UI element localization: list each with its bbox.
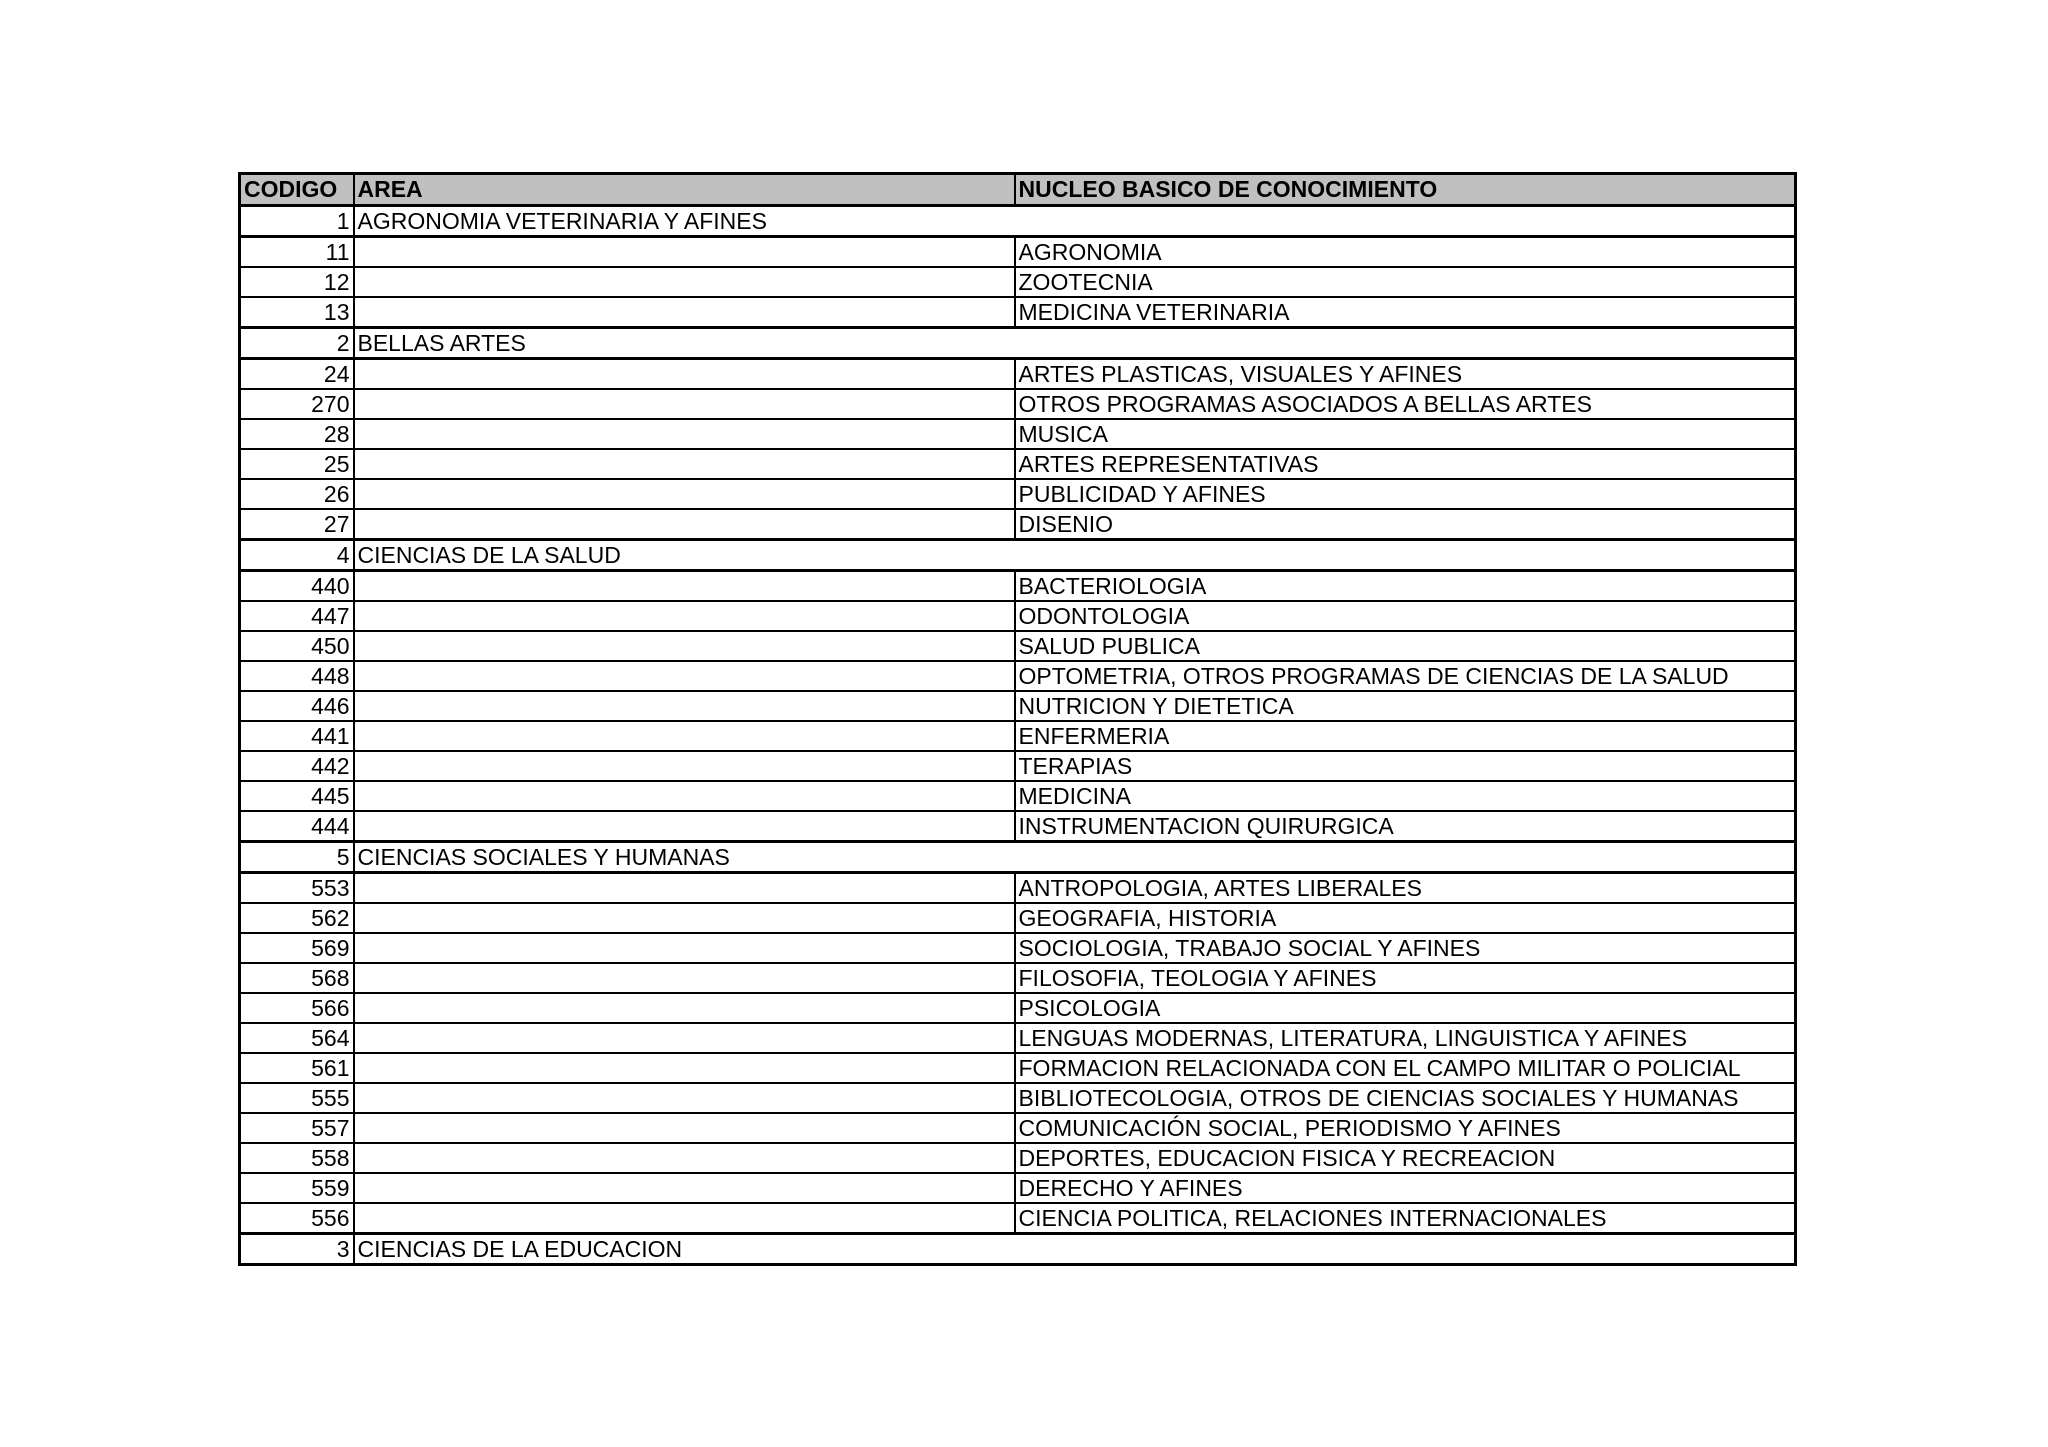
nucleo-cell: MUSICA — [1015, 419, 1796, 449]
nucleo-cell: SALUD PUBLICA — [1015, 631, 1796, 661]
table-row — [240, 811, 1796, 842]
area-cell — [354, 903, 1015, 933]
area-row — [240, 328, 1796, 359]
table-row — [240, 933, 1796, 963]
area-cell — [354, 237, 1015, 268]
area-cell: CIENCIAS DE LA SALUD — [354, 540, 1796, 571]
code-cell: 4 — [240, 540, 354, 571]
area-cell: AGRONOMIA VETERINARIA Y AFINES — [354, 206, 1796, 237]
table-row — [240, 1173, 1796, 1203]
nucleo-cell: NUTRICION Y DIETETICA — [1015, 691, 1796, 721]
code-cell: 558 — [240, 1143, 354, 1173]
code-cell: 25 — [240, 449, 354, 479]
table-row — [240, 781, 1796, 811]
nucleo-cell: PUBLICIDAD Y AFINES — [1015, 479, 1796, 509]
code-cell: 557 — [240, 1113, 354, 1143]
area-row — [240, 1234, 1796, 1265]
area-cell — [354, 963, 1015, 993]
area-cell — [354, 1203, 1015, 1234]
code-cell: 5 — [240, 842, 354, 873]
nucleo-cell: ARTES REPRESENTATIVAS — [1015, 449, 1796, 479]
nucleo-cell: DEPORTES, EDUCACION FISICA Y RECREACION — [1015, 1143, 1796, 1173]
code-cell: 444 — [240, 811, 354, 842]
area-cell: BELLAS ARTES — [354, 328, 1796, 359]
nucleo-cell: COMUNICACIÓN SOCIAL, PERIODISMO Y AFINES — [1015, 1113, 1796, 1143]
code-cell: 440 — [240, 571, 354, 602]
table-row — [240, 661, 1796, 691]
table-row — [240, 903, 1796, 933]
nucleo-cell: INSTRUMENTACION QUIRURGICA — [1015, 811, 1796, 842]
code-cell: 564 — [240, 1023, 354, 1053]
code-cell: 11 — [240, 237, 354, 268]
area-cell — [354, 631, 1015, 661]
nucleo-cell: AGRONOMIA — [1015, 237, 1796, 268]
area-cell — [354, 571, 1015, 602]
area-cell — [354, 1083, 1015, 1113]
code-cell: 568 — [240, 963, 354, 993]
code-cell: 450 — [240, 631, 354, 661]
table-row — [240, 509, 1796, 540]
area-cell — [354, 359, 1015, 390]
table-row — [240, 993, 1796, 1023]
area-cell — [354, 781, 1015, 811]
code-cell: 270 — [240, 389, 354, 419]
area-cell — [354, 479, 1015, 509]
knowledge-areas-table — [238, 172, 1797, 1266]
table-row — [240, 1143, 1796, 1173]
area-cell — [354, 601, 1015, 631]
code-cell: 566 — [240, 993, 354, 1023]
nucleo-cell: DISENIO — [1015, 509, 1796, 540]
code-cell: 26 — [240, 479, 354, 509]
area-row — [240, 842, 1796, 873]
table-row — [240, 419, 1796, 449]
code-cell: 447 — [240, 601, 354, 631]
code-cell: 561 — [240, 1053, 354, 1083]
area-row — [240, 540, 1796, 571]
header-codigo: CODIGO — [240, 174, 354, 206]
header-nucleo: NUCLEO BASICO DE CONOCIMIENTO — [1015, 174, 1796, 206]
table-row — [240, 267, 1796, 297]
table-row — [240, 237, 1796, 268]
area-cell — [354, 721, 1015, 751]
table-row — [240, 751, 1796, 781]
code-cell: 553 — [240, 873, 354, 904]
code-cell: 448 — [240, 661, 354, 691]
area-cell — [354, 751, 1015, 781]
nucleo-cell: FORMACION RELACIONADA CON EL CAMPO MILITAR O POLICIAL — [1015, 1053, 1796, 1083]
table-row — [240, 1053, 1796, 1083]
nucleo-cell: SOCIOLOGIA, TRABAJO SOCIAL Y AFINES — [1015, 933, 1796, 963]
nucleo-cell: LENGUAS MODERNAS, LITERATURA, LINGUISTICA Y AFINES — [1015, 1023, 1796, 1053]
table-row — [240, 601, 1796, 631]
code-cell: 27 — [240, 509, 354, 540]
table-row — [240, 1083, 1796, 1113]
table-row — [240, 479, 1796, 509]
area-cell — [354, 1173, 1015, 1203]
area-cell — [354, 1053, 1015, 1083]
area-cell: CIENCIAS SOCIALES Y HUMANAS — [354, 842, 1796, 873]
table-row — [240, 1113, 1796, 1143]
table-row — [240, 359, 1796, 390]
area-cell — [354, 449, 1015, 479]
code-cell: 24 — [240, 359, 354, 390]
code-cell: 556 — [240, 1203, 354, 1234]
code-cell: 441 — [240, 721, 354, 751]
area-cell — [354, 873, 1015, 904]
code-cell: 442 — [240, 751, 354, 781]
code-cell: 12 — [240, 267, 354, 297]
nucleo-cell: BACTERIOLOGIA — [1015, 571, 1796, 602]
code-cell: 28 — [240, 419, 354, 449]
area-cell: CIENCIAS DE LA EDUCACION — [354, 1234, 1796, 1265]
nucleo-cell: GEOGRAFIA, HISTORIA — [1015, 903, 1796, 933]
table-row — [240, 571, 1796, 602]
area-cell — [354, 267, 1015, 297]
table-row — [240, 389, 1796, 419]
code-cell: 3 — [240, 1234, 354, 1265]
table-body — [240, 206, 1796, 1265]
code-cell: 1 — [240, 206, 354, 237]
area-cell — [354, 1113, 1015, 1143]
code-cell: 13 — [240, 297, 354, 328]
table-row — [240, 1023, 1796, 1053]
nucleo-cell: BIBLIOTECOLOGIA, OTROS DE CIENCIAS SOCIALES Y HUMANAS — [1015, 1083, 1796, 1113]
area-cell — [354, 691, 1015, 721]
header-area: AREA — [354, 174, 1015, 206]
nucleo-cell: ENFERMERIA — [1015, 721, 1796, 751]
table-row — [240, 963, 1796, 993]
nucleo-cell: OTROS PROGRAMAS ASOCIADOS A BELLAS ARTES — [1015, 389, 1796, 419]
code-cell: 445 — [240, 781, 354, 811]
area-cell — [354, 811, 1015, 842]
area-cell — [354, 933, 1015, 963]
table-header — [240, 174, 1796, 206]
code-cell: 2 — [240, 328, 354, 359]
area-cell — [354, 297, 1015, 328]
nucleo-cell: ARTES PLASTICAS, VISUALES Y AFINES — [1015, 359, 1796, 390]
nucleo-cell: OPTOMETRIA, OTROS PROGRAMAS DE CIENCIAS DE LA SALUD — [1015, 661, 1796, 691]
nucleo-cell: FILOSOFIA, TEOLOGIA Y AFINES — [1015, 963, 1796, 993]
table-row — [240, 297, 1796, 328]
area-cell — [354, 419, 1015, 449]
area-cell — [354, 389, 1015, 419]
nucleo-cell: MEDICINA — [1015, 781, 1796, 811]
table-row — [240, 631, 1796, 661]
table-row — [240, 873, 1796, 904]
nucleo-cell: ZOOTECNIA — [1015, 267, 1796, 297]
nucleo-cell: PSICOLOGIA — [1015, 993, 1796, 1023]
nucleo-cell: ODONTOLOGIA — [1015, 601, 1796, 631]
table-row — [240, 1203, 1796, 1234]
nucleo-cell: MEDICINA VETERINARIA — [1015, 297, 1796, 328]
table-row — [240, 691, 1796, 721]
nucleo-cell: ANTROPOLOGIA, ARTES LIBERALES — [1015, 873, 1796, 904]
table-row — [240, 721, 1796, 751]
code-cell: 446 — [240, 691, 354, 721]
code-cell: 555 — [240, 1083, 354, 1113]
area-row — [240, 206, 1796, 237]
area-cell — [354, 509, 1015, 540]
table-row — [240, 449, 1796, 479]
nucleo-cell: CIENCIA POLITICA, RELACIONES INTERNACIONALES — [1015, 1203, 1796, 1234]
header-row — [240, 174, 1796, 206]
area-cell — [354, 993, 1015, 1023]
nucleo-cell: DERECHO Y AFINES — [1015, 1173, 1796, 1203]
code-cell: 559 — [240, 1173, 354, 1203]
area-cell — [354, 1023, 1015, 1053]
code-cell: 562 — [240, 903, 354, 933]
area-cell — [354, 1143, 1015, 1173]
code-cell: 569 — [240, 933, 354, 963]
area-cell — [354, 661, 1015, 691]
nucleo-cell: TERAPIAS — [1015, 751, 1796, 781]
